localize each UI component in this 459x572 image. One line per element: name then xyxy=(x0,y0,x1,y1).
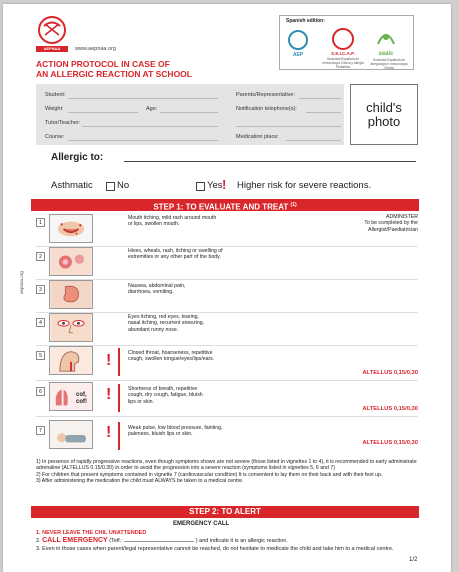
stomach-icon xyxy=(49,280,93,309)
vignette-list xyxy=(36,214,418,454)
emergency-call-title: EMERGENCY CALL xyxy=(173,521,230,527)
mouth-rash-icon xyxy=(49,214,93,243)
cough-text: cof, cof! xyxy=(76,392,87,405)
age-label: Age: xyxy=(146,106,158,112)
vignette-text: Closed throat, hoarseness, repetitive cough, swollen tongue/eyes/lips/ears. xyxy=(128,350,215,363)
fainting-icon xyxy=(49,420,93,449)
step1-banner: STEP 1: TO EVALUATE AND TREAT $^{(1)}$ xyxy=(31,199,419,211)
student-field[interactable] xyxy=(68,98,218,99)
weight-label: Weight: xyxy=(45,106,64,112)
asthmatic-yes-checkbox[interactable] xyxy=(196,182,205,191)
weight-field[interactable] xyxy=(68,112,138,113)
vignette-number: 6 xyxy=(36,387,45,396)
vignette-number: 3 xyxy=(36,285,45,294)
row-divider xyxy=(36,380,418,381)
row-divider xyxy=(36,416,418,417)
step2-banner: STEP 2: TO ALERT xyxy=(31,506,419,518)
severity-bar xyxy=(118,348,120,376)
seicap-label: S.E.I.C.A.P. xyxy=(331,51,355,56)
vignette-text: Mouth itching, mild rash around mouth or lips, swollen mouth. xyxy=(128,215,217,228)
website-url[interactable]: www.aepnaa.org xyxy=(75,46,116,52)
medication-field[interactable] xyxy=(286,140,341,141)
row-divider xyxy=(36,246,418,247)
seaic-logo-icon xyxy=(376,28,396,46)
alert-item-3: 3. Even in those cases when parent/legal representative cannot be reached, do not hesitate to medicate the child and take him to a medical centre. xyxy=(36,546,394,552)
sponsor-box xyxy=(279,15,414,70)
asthmatic-yes-label: Yes xyxy=(207,180,223,191)
vignette-text: Weak pulse, low blood pressure, fainting, paleness, bluish lips or skin. xyxy=(128,425,223,438)
severity-bar xyxy=(118,422,120,450)
seicap-logo-icon xyxy=(332,28,354,50)
asthmatic-label: Asthmatic xyxy=(51,180,93,191)
vignette-text: Eyes itching, red eyes, tearing, nasal itching, recurrent sneezing, abundant runny nose. xyxy=(128,314,205,333)
vignette-number: 4 xyxy=(36,318,45,327)
row-divider xyxy=(36,345,418,346)
aep-label: AEP xyxy=(292,52,304,58)
logo-wordmark: AEPNAA xyxy=(36,46,68,52)
parents-label: Parents/Representative: xyxy=(236,92,296,98)
alert-item-2: 2. CALL EMERGENCY (Telf.: ) and indicate it is an allergic reaction. xyxy=(36,537,288,544)
parents-field[interactable] xyxy=(299,98,341,99)
asthmatic-no-checkbox[interactable] xyxy=(106,182,115,191)
throat-icon xyxy=(49,346,93,375)
vignette-number: 7 xyxy=(36,426,45,435)
age-field[interactable] xyxy=(160,112,218,113)
phone-field-2[interactable] xyxy=(236,126,341,127)
allergic-to-field[interactable] xyxy=(124,161,416,162)
aepnaa-logo xyxy=(37,15,67,45)
alert-icon: ! xyxy=(106,424,112,441)
vignette-number: 5 xyxy=(36,351,45,360)
course-label: Course: xyxy=(45,134,65,140)
row-divider xyxy=(36,279,418,280)
aep-logo-icon xyxy=(288,30,308,50)
protocol-page xyxy=(3,4,451,572)
page-number: 1/2 xyxy=(409,557,418,563)
student-info-form xyxy=(36,84,344,145)
course-field[interactable] xyxy=(68,140,218,141)
asthmatic-no-label: No xyxy=(117,180,130,191)
tutor-label: Tutor/Teacher: xyxy=(45,120,81,126)
emergency-phone-field[interactable] xyxy=(124,541,194,542)
vignette-number: 2 xyxy=(36,252,45,261)
child-photo-box[interactable]: child's photo xyxy=(350,84,418,145)
seaic-subtitle: Sociedad Española de Alergología e Inmunología Clínica xyxy=(370,58,408,70)
altellus-dose: ALTELLUS 0,15/0,30 xyxy=(362,370,418,376)
seicap-subtitle: Sociedad Española de Inmunología Clínica y Alergia Pediátrica xyxy=(322,57,364,69)
allergic-to-label: Allergic to: xyxy=(51,152,104,163)
alert-item-1: 1. NEVER LEAVE THE CHIL UNATTENDED xyxy=(36,530,147,536)
eyes-nose-icon xyxy=(49,313,93,342)
severity-bar xyxy=(118,384,120,412)
warning-icon: ! xyxy=(222,177,227,192)
row-divider xyxy=(36,312,418,313)
vignette-text: Shortness of breath, repetitive cough, dry cough, fatigue, bluish lips or skin. xyxy=(128,386,203,405)
sponsor-title: Spanish edition: xyxy=(286,18,325,24)
medication-label: Medication place: xyxy=(236,134,279,140)
alert-icon: ! xyxy=(106,386,112,403)
phone-label: Notification telephone(s): xyxy=(236,106,297,112)
vignette-text: Hives, wheals, rash, itching or swelling of extremities or any other part of the body. xyxy=(128,248,223,261)
student-label: Student: xyxy=(45,92,66,98)
seaic-label: seaic xyxy=(378,51,394,57)
tutor-field[interactable] xyxy=(82,126,218,127)
side-url: aepnaa.org xyxy=(19,271,24,294)
skin-hives-icon xyxy=(49,247,93,276)
footnotes: 1) In presence of rapidly progressive reactions, even though symptoms shown are not severe (those listed in vignettes 1 to 4), it is recommended to early administrate adrenaline (ALTELLUS 0.15/0.30) in order to avoid the progression into a severe reaction (symptoms listed in vignettes 5, 6 and 7) 2) For children that present symptoms contained in vignette 7 (cardiovascular condition) It is convenient to lay them on their back and with their feet up. 3) After administering the medication the child must ALWAYS be taken to a medical centre. xyxy=(36,459,417,484)
vignette-number: 1 xyxy=(36,218,45,227)
risk-text: Higher risk for severe reactions. xyxy=(237,180,372,191)
alert-icon: ! xyxy=(106,352,112,369)
altellus-dose: ALTELLUS 0,15/0,30 xyxy=(362,406,418,412)
vignette-text: Nausea, abdominal pain, diarrhoea, vomiting. xyxy=(128,283,186,296)
phone-field[interactable] xyxy=(306,112,341,113)
altellus-dose: ALTELLUS 0,15/0,30 xyxy=(362,440,418,446)
administer-header: ADMINISTER To be completed by the Allergist/Paediatrician xyxy=(364,214,418,233)
document-title: ACTION PROTOCOL IN CASE OF AN ALLERGIC REACTION AT SCHOOL xyxy=(36,59,192,79)
